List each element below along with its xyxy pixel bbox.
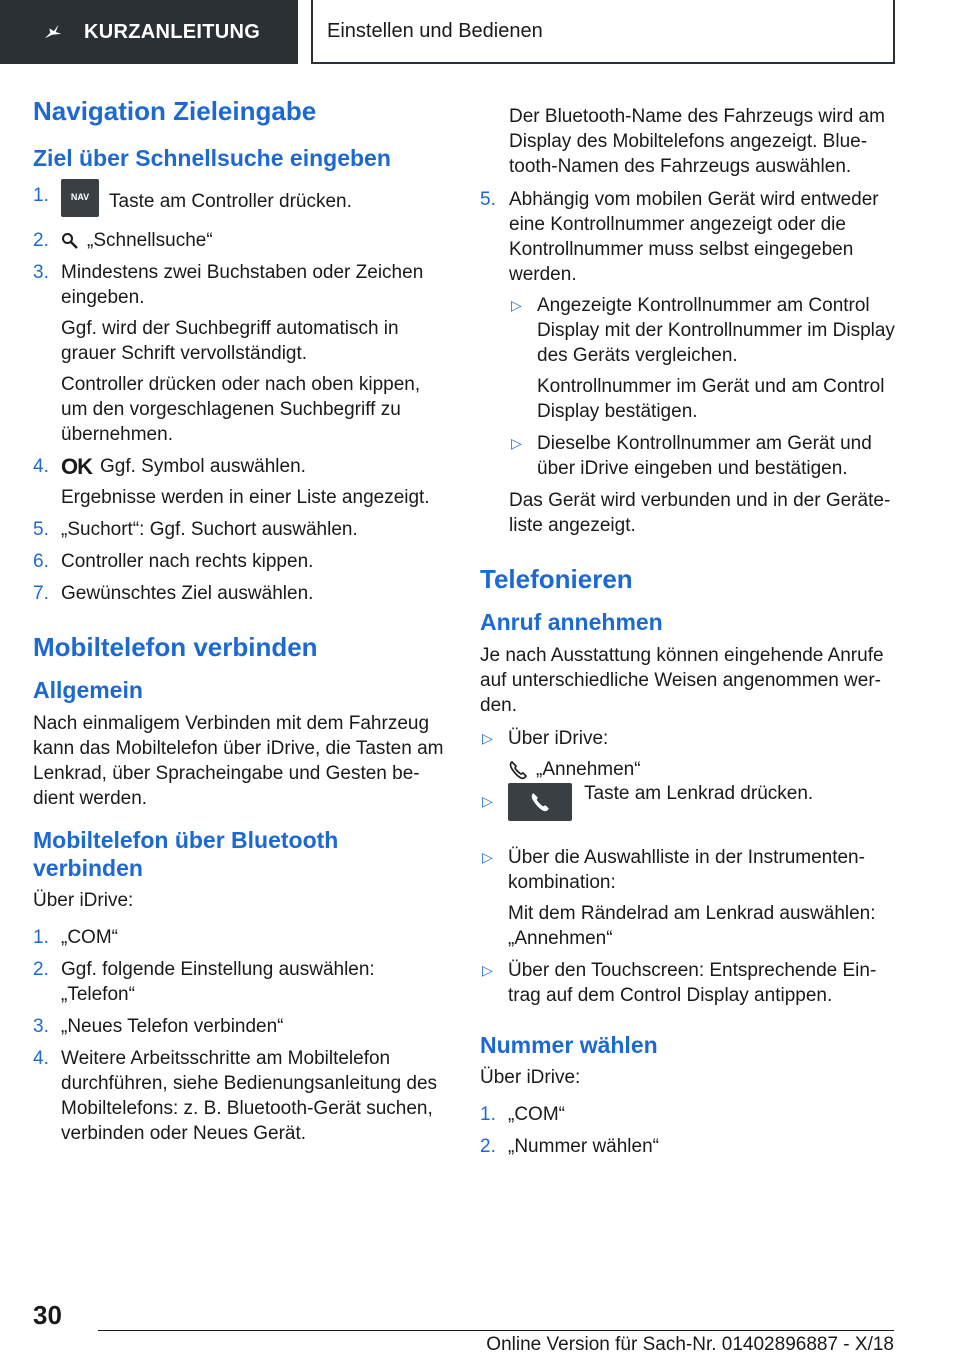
page-number: 30 [33,1300,62,1330]
list-item: ▷ Über die Auswahlliste in der Instrumentenkombination: Mit dem Rändelrad am Lenkrad auswählen: „Annehmen“ [482,846,876,949]
answer-options [480,726,896,1008]
search-icon [61,232,79,250]
nav-key-icon: NAV [61,179,99,217]
list-item: 1. „COM“ [480,1104,565,1126]
mobile-section-title: Mobiltelefon verbinden [33,632,318,663]
quick-search-steps [33,183,446,606]
list-item: 2. „Schnellsuche“ [33,229,213,251]
page-header [0,0,960,66]
list-item: ▷ Über den Touchscreen: Entsprechende Eintrag auf dem Control Display antippen. [482,959,877,1006]
dial-intro: Über iDrive: [480,1067,581,1089]
header-section-tab[interactable] [0,0,298,64]
bluetooth-title: Mobiltelefon über Bluetooth verbinden [33,827,339,881]
connected-text: Das Gerät wird verbunden und in der Geräteliste angezeigt. [509,490,891,536]
footer-divider [98,1330,894,1331]
list-item: 4. Weitere Arbeitsschritte am Mobiltelefon durchführen, siehe Bedienungsanleitung des Mobiltelefons: z. B. Bluetooth-Gerät suchen, verbinden oder Neues Gerät. [33,1048,438,1145]
list-item: 5. Abhängig vom mobilen Gerät wird entweder eine Kontrollnummer angezeigt oder die Kontrollnummer muss selbst eingegeben werden. ▷ Angezeigte Kontrollnummer am Control Display mit der Kontrollnummer im Display des Geräts vergleichen. Kontrollnummer im Gerät und am Control Display bestätigen. ▷ Dieselbe Kontrollnummer am Gerät und über iDrive eingeben und bestätigen. [480,189,895,479]
bluetooth-intro: Über iDrive: [33,890,134,912]
list-item: 2. „Nummer wählen“ [480,1136,659,1158]
steering-wheel-phone-key-icon [508,783,572,821]
phone-section-title: Telefonieren [480,564,633,594]
list-item: ▷ Taste am Lenkrad drücken. [480,789,896,827]
triangle-bullet-icon: ▷ [482,848,493,865]
bluetooth-steps-cont [480,187,896,481]
triangle-bullet-icon: ▷ [511,297,522,313]
phone-handset-icon [508,760,528,780]
list-item: 1. NAV Taste am Controller drücken. [33,183,446,221]
triangle-bullet-icon: ▷ [482,729,493,746]
dial-steps [480,1102,896,1159]
quick-search-title: Ziel über Schnellsuche eingeben [33,145,391,172]
header-chapter [311,0,895,64]
list-item: ▷ Über iDrive: „Annehmen“ [482,727,641,780]
footer-text: Online Version für Sach-Nr. 01402896887 - X/18 [486,1334,894,1355]
bluetooth-name-text: Der Bluetooth-Name des Fahrzeugs wird am Display des Mobiltelefons angezeigt. Bluetooth-Namen des Fahrzeugs auswählen. [509,106,885,177]
general-text: Nach einmaligem Verbinden mit dem Fahrzeug kann das Mobiltelefon über iDrive, die Tasten am Lenkrad, über Spracheingabe und Gesten bedient werden. [33,713,444,810]
list-item: 5. „Suchort“: Ggf. Suchort auswählen. [33,519,358,541]
general-title: Allgemein [33,677,143,704]
answer-call-title: Anruf annehmen [480,609,663,636]
list-item: 3. Mindestens zwei Buchstaben oder Zeichen eingeben. Ggf. wird der Suchbegriff automatisch in grauer Schrift vervollständigt. Controller drücken oder nach oben kippen, um den vorgeschlagenen Suchbegriff zu übernehmen. [33,261,424,445]
nav-section-title: Navigation Zieleingabe [33,96,317,126]
triangle-bullet-icon: ▷ [482,961,493,978]
list-item: ▷ Angezeigte Kontrollnummer am Control Display mit der Kontrollnummer im Display des Geräts vergleichen. Kontrollnummer im Gerät und am Control Display bestätigen. [511,295,895,422]
list-item: ▷ Dieselbe Kontrollnummer am Gerät und über iDrive eingeben und bestätigen. [511,433,872,479]
list-item: 7. Gewünschtes Ziel auswählen. [33,583,314,605]
bluetooth-steps [33,925,446,1146]
triangle-bullet-icon: ▷ [511,435,522,451]
control-number-options [509,293,896,481]
dial-number-title: Nummer wählen [480,1031,658,1058]
car-quickguide-icon [42,21,64,43]
list-item: 6. Controller nach rechts kippen. [33,551,314,573]
left-column [33,96,446,1153]
ok-icon: OK [61,454,92,480]
list-item: 2. Ggf. folgende Einstellung auswählen: „Telefon“ [33,959,375,1006]
header-right-label: Einstellen und Bedienen [327,19,543,42]
answer-call-intro: Je nach Ausstattung können eingehende Anrufe auf unterschiedliche Weisen angenommen werden. [480,644,884,716]
header-left-label: KURZANLEITUNG [84,20,261,43]
triangle-bullet-icon: ▷ [482,792,493,809]
right-column [480,104,896,1166]
list-item: 1. „COM“ [33,927,118,949]
list-item: 4. OK Ggf. Symbol auswählen. Ergebnisse werden in einer Liste angezeigt. [33,454,430,509]
list-item: 3. „Neues Telefon verbinden“ [33,1016,284,1038]
